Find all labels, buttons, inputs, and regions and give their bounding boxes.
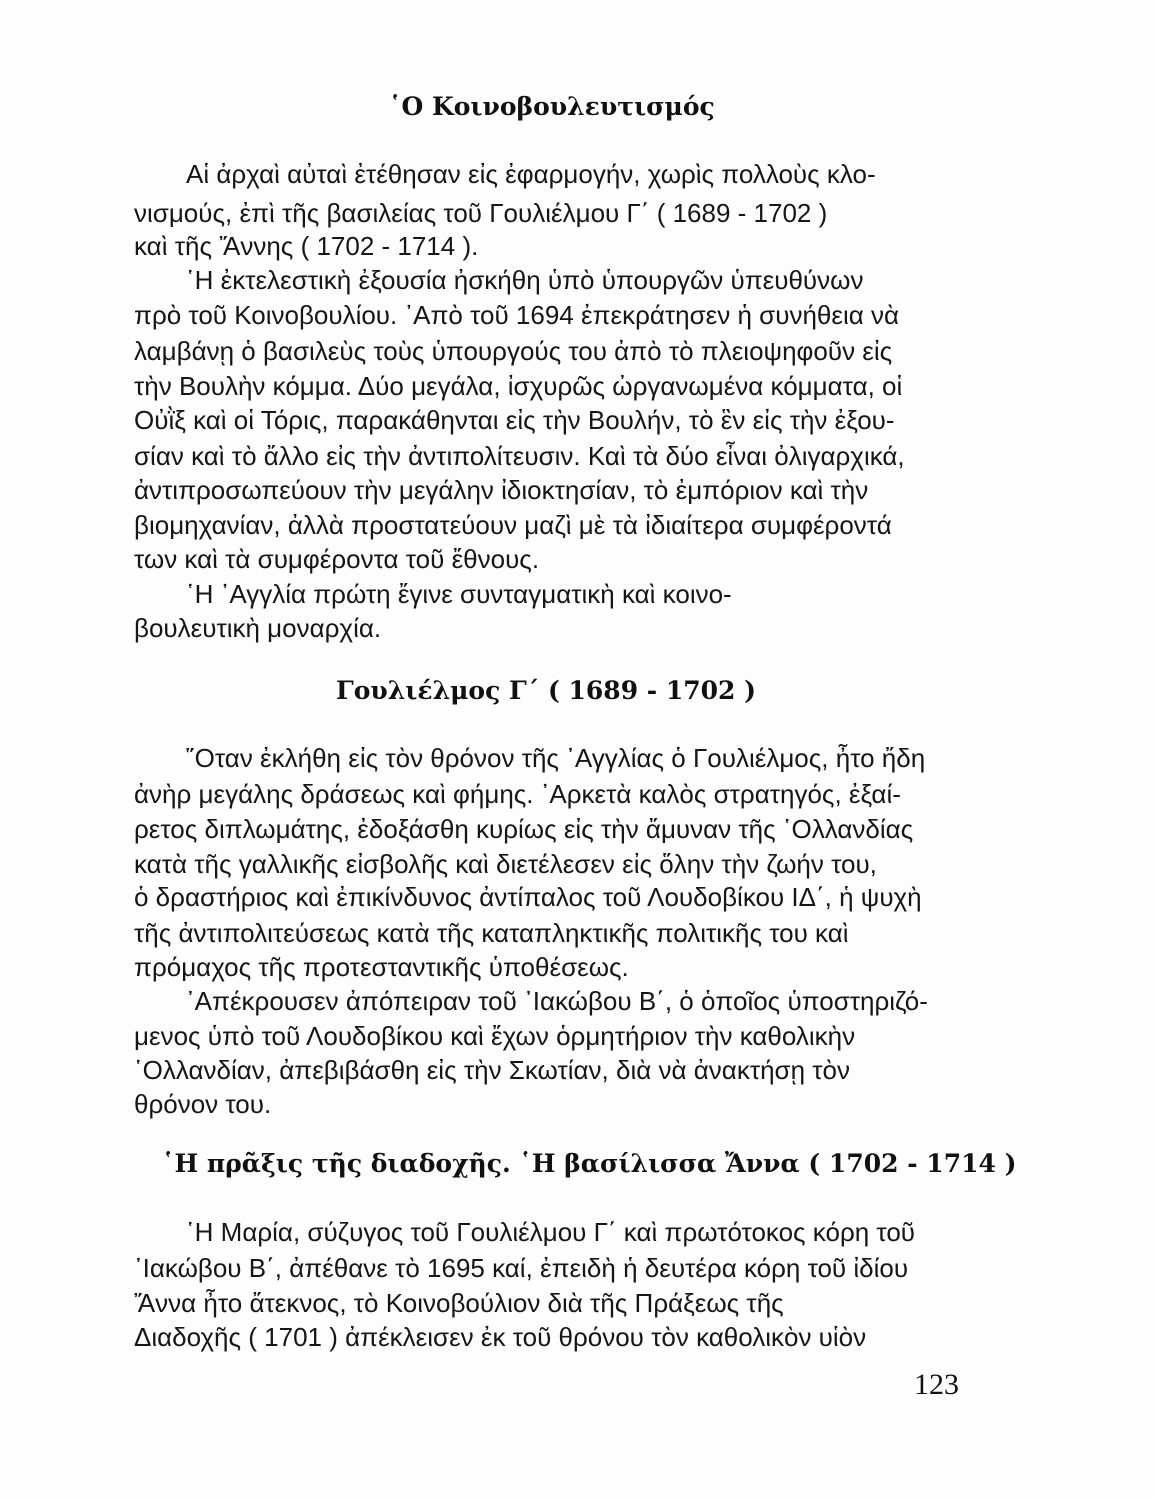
text-line: ῞Οταν ἐκλήθη εἰς τὸν θρόνον τῆς ᾿Αγγλίας ὁ Γουλιέλμος, ἦτο ἤδη [186,743,926,773]
text-line: κατὰ τῆς γαλλικῆς εἰσβολῆς καὶ διετέλεσεν εἰς ὅλην τὴν ζωήν του, [134,849,877,879]
text-line: λαμβάνῃ ὁ βασιλεὺς τοὺς ὑπουργούς του ἀπὸ τὸ πλειοψηφοῦν εἰς [134,336,893,366]
text-line: των καὶ τὰ συμφέροντα τοῦ ἔθνους. [134,544,540,574]
section-heading-act-of-settlement: ῾Η πρᾶξις τῆς διαδοχῆς. ῾Η βασίλισσα Ἄννα ( 1702 - 1714 ) [162,1149,1017,1178]
text-line: ὁ δραστήριος καὶ ἐπικίνδυνος ἀντίπαλος τοῦ Λουδοβίκου ΙΔ΄, ἡ ψυχὴ [134,882,922,912]
section-heading-william-iii: Γουλιέλμος Γ΄ ( 1689 - 1702 ) [336,676,756,705]
text-line: μενος ὑπὸ τοῦ Λουδοβίκου καὶ ἔχων ὁρμητήριον τὴν καθολικὴν [134,1021,856,1051]
text-line: τῆς ἀντιπολιτεύσεως κατὰ τῆς καταπληκτικῆς πολιτικῆς του καὶ [134,918,849,948]
text-line: νισμούς, ἐπὶ τῆς βασιλείας τοῦ Γουλιέλμου Γ΄ ( 1689 - 1702 ) [134,198,828,228]
text-line: ῾Η Μαρία, σύζυγος τοῦ Γουλιέλμου Γ΄ καὶ πρωτότοκος κόρη τοῦ [186,1217,916,1247]
text-line: καὶ τῆς Ἄννης ( 1702 - 1714 ). [134,231,479,261]
text-line: τὴν Βουλὴν κόμμα. Δύο μεγάλα, ἰσχυρῶς ὠργανωμένα κόμματα, οἱ [134,371,903,401]
text-line: βιομηχανίαν, ἀλλὰ προστατεύουν μαζὶ μὲ τὰ ἰδιαίτερα συμφέροντά [134,510,892,540]
text-line: σίαν καὶ τὸ ἄλλο εἰς τὴν ἀντιπολίτευσιν. Καὶ τὰ δύο εἶναι ὀλιγαρχικά, [134,441,905,471]
text-line: ἀντιπροσωπεύουν τὴν μεγάλην ἰδιοκτησίαν, τὸ ἐμπόριον καὶ τὴν [134,475,869,505]
text-line: ῾Η ᾿Αγγλία πρώτη ἔγινε συνταγματικὴ καὶ κοινο- [186,579,732,609]
text-line: Αἱ ἀρχαὶ αὐταὶ ἐτέθησαν εἰς ἐφαρμογήν, χωρὶς πολλοὺς κλο- [186,159,876,189]
text-line: ἀνὴρ μεγάλης δράσεως καὶ φήμης. ᾿Αρκετὰ καλὸς στρατηγός, ἐξαί- [134,779,901,809]
section-heading-parliamentarism: ῾Ο Κοινοβουλευτισμός [389,92,715,121]
text-line: πρόμαχος τῆς προτεσταντικῆς ὑποθέσεως. [134,952,629,982]
text-line: Διαδοχῆς ( 1701 ) ἀπέκλεισεν ἐκ τοῦ θρόνου τὸν καθολικὸν υἱὸν [134,1322,867,1352]
text-line: βουλευτικὴ μοναρχία. [134,613,382,643]
text-line: ᾿Απέκρουσεν ἀπόπειραν τοῦ ᾿Ιακώβου Β΄, ὁ ὁποῖος ὑποστηριζό- [186,986,928,1016]
text-line: πρὸ τοῦ Κοινοβουλίου. ᾿Απὸ τοῦ 1694 ἐπεκράτησεν ἡ συνήθεια νὰ [134,300,900,330]
text-line: θρόνον του. [134,1089,272,1119]
text-line: ῾Η ἐκτελεστικὴ ἐξουσία ἠσκήθη ὑπὸ ὑπουργῶν ὑπευθύνων [186,265,864,295]
page-number: 123 [914,1368,959,1401]
text-line: ῾Ολλανδίαν, ἀπεβιβάσθη εἰς τὴν Σκωτίαν, διὰ νὰ ἀνακτήσῃ τὸν [134,1055,851,1085]
text-line: ρετος διπλωμάτης, ἐδοξάσθη κυρίως εἰς τὴν ἄμυναν τῆς ῾Ολλανδίας [134,814,914,844]
text-line: Οὐῒξ καὶ οἱ Τόρις, παρακάθηνται εἰς τὴν Βουλήν, τὸ ἓν εἰς τὴν ἐξου- [134,405,895,435]
text-line: ᾿Ιακώβου Β΄, ἀπέθανε τὸ 1695 καί, ἐπειδὴ ἡ δευτέρα κόρη τοῦ ἰδίου [134,1253,909,1283]
text-line: Ἄννα ἦτο ἄτεκνος, τὸ Κοινοβούλιον διὰ τῆς Πράξεως τῆς [134,1288,784,1318]
